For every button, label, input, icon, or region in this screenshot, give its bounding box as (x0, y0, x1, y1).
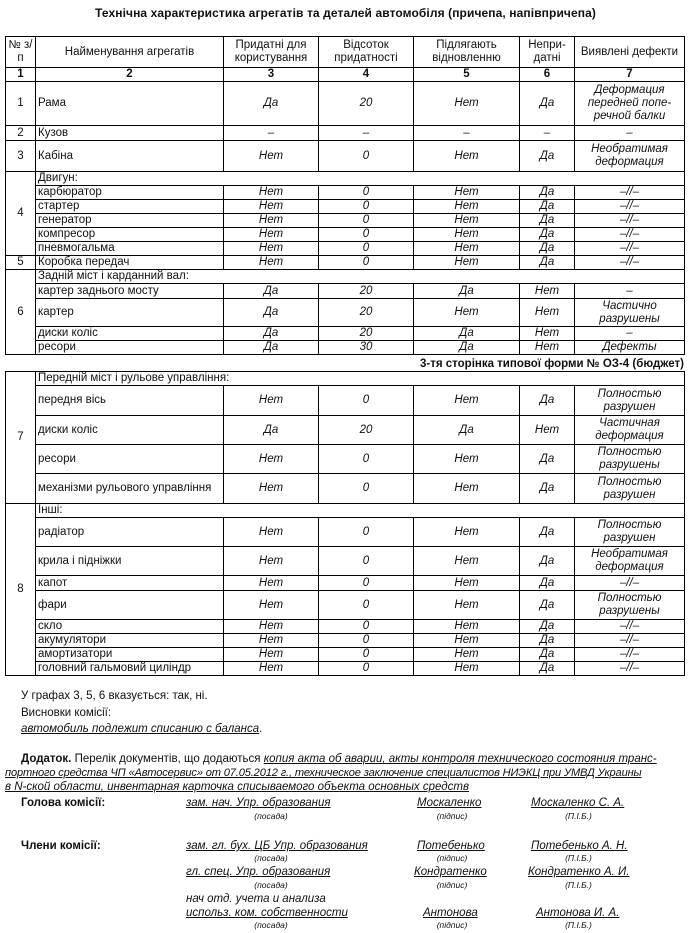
table-row (6, 228, 685, 242)
unusable-value: – (520, 126, 575, 141)
unusable-value: Да (520, 576, 575, 591)
unusable-value: Да (520, 200, 575, 214)
usable-value: Да (224, 341, 319, 355)
unit-name: амортизатори (36, 648, 224, 662)
member-1-position: зам. гл. бух. ЦБ Упр. образования (186, 840, 368, 852)
caption-position: (посада) (254, 920, 288, 930)
restore-value: Нет (414, 256, 520, 270)
usable-value: Нет (224, 547, 319, 576)
table-row (6, 299, 685, 327)
usable-value: Да (224, 327, 319, 341)
row-number: 7 (6, 372, 36, 504)
table-row (6, 620, 685, 634)
percent-value: 0 (319, 634, 414, 648)
table-row (6, 256, 685, 270)
unusable-value: Да (520, 518, 575, 547)
table-row (6, 186, 685, 200)
restore-value: Нет (414, 445, 520, 474)
caption-name: (П.І.Б.) (565, 811, 592, 821)
caption-position: (посада) (254, 811, 288, 821)
percent-value: 0 (319, 662, 414, 676)
member-2-name: Кондратенко А. И. (528, 866, 630, 878)
header-col-defects: Виявлені дефекти (575, 37, 685, 68)
defect-value: Частично разрушены (575, 299, 685, 327)
percent-value: 0 (319, 576, 414, 591)
table-row (6, 386, 685, 416)
unusable-value: Да (520, 141, 575, 172)
percent-value: 0 (319, 228, 414, 242)
unusable-value: Да (520, 445, 575, 474)
member-3-signature: Антонова (423, 907, 478, 919)
table-row (6, 214, 685, 228)
table-row (6, 634, 685, 648)
usable-value: Нет (224, 445, 319, 474)
unit-name: диски коліс (36, 327, 224, 341)
table-row (6, 141, 685, 172)
restore-value: – (414, 126, 520, 141)
table-row (6, 445, 685, 474)
unit-name: ресори (36, 341, 224, 355)
percent-value: 0 (319, 445, 414, 474)
defect-value: Полностью разрушены (575, 591, 685, 620)
row-number: 8 (6, 504, 36, 676)
restore-value: Нет (414, 200, 520, 214)
restore-value: Нет (414, 141, 520, 172)
restore-value: Нет (414, 591, 520, 620)
header-col-number: № з/п (6, 37, 36, 68)
usable-value: Нет (224, 662, 319, 676)
unit-name: Кузов (36, 126, 224, 141)
usable-value: Нет (224, 591, 319, 620)
caption-signature: (підпис) (436, 920, 468, 930)
usable-value: Нет (224, 141, 319, 172)
restore-value: Нет (414, 214, 520, 228)
usable-value: Нет (224, 474, 319, 504)
restore-value: Нет (414, 576, 520, 591)
table-row (6, 341, 685, 355)
unusable-value: Нет (520, 341, 575, 355)
usable-value: Да (224, 82, 319, 126)
percent-value: 0 (319, 141, 414, 172)
restore-value: Нет (414, 634, 520, 648)
addendum-line-1 (21, 752, 689, 766)
header-row (6, 37, 685, 68)
unusable-value: Да (520, 662, 575, 676)
percent-value: 0 (319, 474, 414, 504)
percent-value: – (319, 126, 414, 141)
defect-value: Полностью разрушен (575, 386, 685, 416)
percent-value: 0 (319, 186, 414, 200)
defect-value: –//– (575, 620, 685, 634)
table-row (6, 518, 685, 547)
unit-name: фари (36, 591, 224, 620)
caption-position: (посада) (254, 880, 288, 890)
unusable-value: Да (520, 242, 575, 256)
restore-value: Да (414, 327, 520, 341)
row-number: 3 (6, 141, 36, 172)
defect-value: Дефекты (575, 341, 685, 355)
addendum-lead: Перелік документів, що додаються (74, 753, 261, 765)
usable-value: Нет (224, 228, 319, 242)
group-title-row (6, 172, 685, 186)
restore-value: Нет (414, 386, 520, 416)
addendum-text-2: портного средства ЧП «Автосервис» от 07.05.2012 г., техническое заключение специалистов НИЭКЦ при УМВД Украины (5, 767, 642, 779)
group-title-row (6, 504, 685, 518)
table-row (6, 576, 685, 591)
defect-value: – (575, 284, 685, 299)
caption-signature: (підпис) (436, 853, 468, 863)
percent-value: 0 (319, 547, 414, 576)
group-title: Двигун: (36, 172, 685, 186)
unusable-value: Да (520, 214, 575, 228)
usable-value: Да (224, 284, 319, 299)
percent-value: 0 (319, 620, 414, 634)
column-number: 5 (414, 68, 520, 82)
unit-name: генератор (36, 214, 224, 228)
restore-value: Да (414, 284, 520, 299)
row-number: 5 (6, 256, 36, 270)
unusable-value: Нет (520, 284, 575, 299)
unit-name: компресор (36, 228, 224, 242)
member-3-position: использ. ком. собственности (186, 907, 348, 919)
column-number: 6 (520, 68, 575, 82)
restore-value: Нет (414, 228, 520, 242)
table-row (6, 200, 685, 214)
restore-value: Нет (414, 547, 520, 576)
table-row (6, 648, 685, 662)
table-row (6, 126, 685, 141)
head-position: зам. нач. Упр. образования (186, 797, 331, 809)
unusable-value: Да (520, 386, 575, 416)
unit-name: механізми рульового управління (36, 474, 224, 504)
usable-value: Нет (224, 214, 319, 228)
usable-value: Нет (224, 518, 319, 547)
table-row (6, 242, 685, 256)
header-col-unusable: Непри-датні (520, 37, 575, 68)
unit-name: картер заднього мосту (36, 284, 224, 299)
caption-signature: (підпис) (436, 811, 468, 821)
unit-name: капот (36, 576, 224, 591)
header-col-restore: Підлягають відновленню (414, 37, 520, 68)
restore-value: Нет (414, 518, 520, 547)
column-number: 2 (36, 68, 224, 82)
head-signature: Москаленко (417, 797, 482, 809)
column-number: 4 (319, 68, 414, 82)
specs-table-part-2 (5, 371, 685, 676)
percent-value: 0 (319, 518, 414, 547)
caption-name: (П.І.Б.) (565, 853, 592, 863)
percent-value: 20 (319, 284, 414, 299)
unit-name: Кабіна (36, 141, 224, 172)
usable-value: Нет (224, 620, 319, 634)
unit-name: скло (36, 620, 224, 634)
unit-name: ресори (36, 445, 224, 474)
addendum-label: Додаток. (21, 753, 72, 765)
group-title-row (6, 372, 685, 386)
addendum-text-1: копия акта об аварии, акты контроля технического состояния транс- (263, 753, 657, 765)
caption-name: (П.І.Б.) (565, 920, 592, 930)
defect-value: Необратимая деформация (575, 141, 685, 172)
percent-value: 20 (319, 327, 414, 341)
defect-value: –//– (575, 576, 685, 591)
group-title-row (6, 270, 685, 284)
unit-name: стартер (36, 200, 224, 214)
usable-value: Нет (224, 648, 319, 662)
percent-value: 0 (319, 242, 414, 256)
addendum-text-3: в N-ской области, инвентарная карточка списываемого объекта основных средств (5, 781, 469, 793)
unit-name: пневмогальма (36, 242, 224, 256)
defect-value: –//– (575, 242, 685, 256)
unusable-value: Да (520, 228, 575, 242)
header-col-usable: Придатні для користування (224, 37, 319, 68)
unusable-value: Да (520, 82, 575, 126)
defect-value: – (575, 126, 685, 141)
row-number: 2 (6, 126, 36, 141)
percent-value: 0 (319, 200, 414, 214)
unit-name: головний гальмовий циліндр (36, 662, 224, 676)
caption-position: (посада) (254, 853, 288, 863)
member-2-signature: Кондратенко (414, 866, 487, 878)
restore-value: Нет (414, 82, 520, 126)
member-1-signature: Потебенько (417, 840, 485, 852)
table-row (6, 474, 685, 504)
unit-name: Коробка передач (36, 256, 224, 270)
percent-value: 0 (319, 214, 414, 228)
unusable-value: Да (520, 547, 575, 576)
usable-value: Нет (224, 634, 319, 648)
document-title: Технічна характеристика агрегатів та деталей автомобіля (причепа, напівпричепа) (95, 6, 596, 20)
usable-value: Нет (224, 200, 319, 214)
head-name: Москаленко С. А. (531, 797, 625, 809)
defect-value: Деформация передней попе-речной балки (575, 82, 685, 126)
usable-value: Да (224, 299, 319, 327)
group-title: Передній міст і рульове управління: (36, 372, 685, 386)
unusable-value: Нет (520, 299, 575, 327)
unusable-value: Да (520, 474, 575, 504)
unit-name: диски коліс (36, 416, 224, 445)
usable-value: Нет (224, 576, 319, 591)
unit-name: радіатор (36, 518, 224, 547)
usable-value: – (224, 126, 319, 141)
usable-value: Нет (224, 242, 319, 256)
table-row (6, 591, 685, 620)
column-number-row (6, 68, 685, 82)
member-2-position: гл. спец. Упр. образования (186, 866, 331, 878)
percent-value: 0 (319, 256, 414, 270)
member-3-name: Антонова И. А. (536, 907, 620, 919)
page-note: 3-тя сторінка типової форми № ОЗ-4 (бюджет) (420, 358, 684, 370)
defect-value: –//– (575, 228, 685, 242)
defect-value: –//– (575, 662, 685, 676)
usable-value: Нет (224, 256, 319, 270)
percent-value: 0 (319, 648, 414, 662)
unit-name: карбюратор (36, 186, 224, 200)
percent-value: 0 (319, 386, 414, 416)
table-row (6, 327, 685, 341)
table-row (6, 662, 685, 676)
row-number: 6 (6, 270, 36, 355)
unit-name: акумулятори (36, 634, 224, 648)
defect-value: Необратимая деформация (575, 547, 685, 576)
restore-value: Нет (414, 662, 520, 676)
restore-value: Нет (414, 299, 520, 327)
restore-value: Нет (414, 474, 520, 504)
unit-name: Рама (36, 82, 224, 126)
row-number: 1 (6, 82, 36, 126)
unusable-value: Да (520, 620, 575, 634)
unusable-value: Да (520, 648, 575, 662)
header-col-name: Найменування агрегатів (36, 37, 224, 68)
unusable-value: Нет (520, 416, 575, 445)
defect-value: –//– (575, 256, 685, 270)
unusable-value: Да (520, 256, 575, 270)
defect-value: Полностью разрушен (575, 518, 685, 547)
percent-value: 0 (319, 591, 414, 620)
restore-value: Нет (414, 620, 520, 634)
caption-signature: (підпис) (436, 880, 468, 890)
columns-note: У графах 3, 5, 6 вказується: так, ні. (21, 690, 208, 702)
group-title: Інші: (36, 504, 685, 518)
defect-value: –//– (575, 648, 685, 662)
unusable-value: Да (520, 591, 575, 620)
table-row (6, 547, 685, 576)
members-label: Члени комісії: (21, 840, 101, 852)
unusable-value: Да (520, 186, 575, 200)
member-1-name: Потебенько А. Н. (531, 840, 628, 852)
unusable-value: Да (520, 634, 575, 648)
conclusions-label: Висновки комісії: (21, 707, 112, 719)
restore-value: Нет (414, 186, 520, 200)
restore-value: Да (414, 341, 520, 355)
unusable-value: Нет (520, 327, 575, 341)
restore-value: Да (414, 416, 520, 445)
head-label: Голова комісії: (21, 797, 106, 809)
caption-name: (П.І.Б.) (565, 880, 592, 890)
defect-value: –//– (575, 186, 685, 200)
defect-value: –//– (575, 214, 685, 228)
table-row (6, 416, 685, 445)
specs-table-part-1 (5, 36, 685, 355)
defect-value: Частичная деформация (575, 416, 685, 445)
conclusions-text: автомобиль подлежит списанию с баланса. (21, 723, 263, 735)
defect-value: Полностью разрушены (575, 445, 685, 474)
percent-value: 20 (319, 416, 414, 445)
table-row (6, 284, 685, 299)
percent-value: 30 (319, 341, 414, 355)
unit-name: картер (36, 299, 224, 327)
column-number: 7 (575, 68, 685, 82)
member-3-position-line-1: нач отд. учета и анализа (186, 893, 326, 905)
row-number: 4 (6, 172, 36, 256)
group-title: Задній міст і карданний вал: (36, 270, 685, 284)
usable-value: Нет (224, 186, 319, 200)
defect-value: –//– (575, 634, 685, 648)
defect-value: – (575, 327, 685, 341)
restore-value: Нет (414, 648, 520, 662)
column-number: 1 (6, 68, 36, 82)
defect-value: –//– (575, 200, 685, 214)
table-row (6, 82, 685, 126)
percent-value: 20 (319, 82, 414, 126)
unit-name: крила і підніжки (36, 547, 224, 576)
percent-value: 20 (319, 299, 414, 327)
column-number: 3 (224, 68, 319, 82)
defect-value: Полностью разрушен (575, 474, 685, 504)
usable-value: Нет (224, 386, 319, 416)
unit-name: передня вісь (36, 386, 224, 416)
restore-value: Нет (414, 242, 520, 256)
usable-value: Да (224, 416, 319, 445)
header-col-percent: Відсоток придатності (319, 37, 414, 68)
